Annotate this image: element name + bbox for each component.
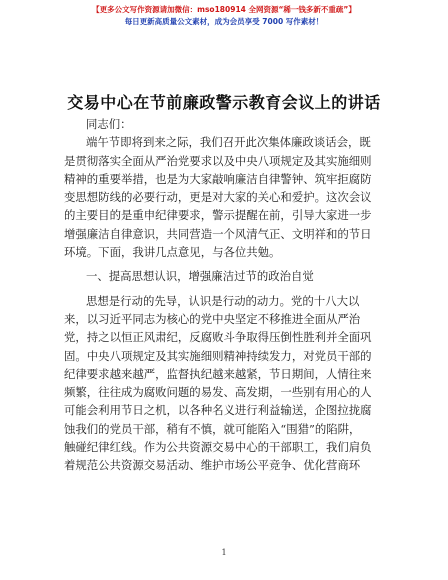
paragraph-line: 来，以习近平同志为核心的党中央坚定不移推进全面从严治 — [64, 311, 361, 326]
promo-banner-line-1[interactable]: 【更多公文写作资源请加微信：mso180914 全网资源“稀一钱多新不重疏”】 — [92, 5, 356, 14]
page-number: 1 — [221, 548, 227, 557]
paragraph-line: 的主要目的是重申纪律要求，警示提醒在前，引导大家进一步 — [64, 208, 372, 223]
paragraph-line: 着规范公共资源交易活动、维护市场公平竞争、优化营商环 — [64, 458, 361, 473]
section-heading-1 — [64, 267, 384, 285]
greeting: 同志们： — [86, 117, 132, 131]
paragraph-line: 固。中央八项规定及其实施细则精神持续发力，对党员干部的 — [64, 348, 372, 363]
section-heading: 一、提高思想认识，增强廉洁过节的政治自觉 — [86, 269, 314, 284]
paragraph-intro — [64, 133, 384, 261]
paragraph-line: 变思想防线的必要行动，更是对大家的关心和爱护。这次会议 — [64, 190, 372, 205]
promo-banner — [0, 4, 448, 28]
paragraph-line: 端午节即将到来之际，我们召开此次集体廉政谈话会，既 — [86, 135, 371, 150]
document-title: 交易中心在节前廉政警示教育会议上的讲话 — [67, 93, 381, 112]
paragraph-line: 可能会利用节日之机，以各种名义进行利益输送，企图拉拢腐 — [64, 403, 372, 418]
paragraph-line: 增强廉洁自律意识，共同营造一个风清气正、文明祥和的节日 — [64, 226, 372, 241]
paragraph-line: 思想是行动的先导，认识是行动的动力。党的十八大以 — [86, 293, 360, 308]
paragraph-line: 环境。下面，我讲几点意见，与各位共勉。 — [64, 245, 281, 260]
paragraph-line: 频繁，往往成为腐败问题的易发、高发期，一些别有用心的人 — [64, 385, 372, 400]
paragraph-line: 纪律要求越来越严，监督执纪越来越紧，节日期间，人情往来 — [64, 366, 372, 381]
paragraph-section-1 — [64, 292, 384, 475]
paragraph-line: 党，持之以恒正风肃纪，反腐败斗争取得压倒性胜利并全面巩 — [64, 330, 372, 345]
paragraph-line: 蚀我们的党员干部，稍有不慎，就可能陷入“围猎”的陷阱， — [64, 421, 361, 436]
paragraph-line: 精神的重要举措，也是为大家敲响廉洁自律警钟、筑牢拒腐防 — [64, 171, 372, 186]
promo-banner-line-2[interactable]: 每日更新高质量公文素材，成为会员享受 7000 写作素材！ — [124, 17, 324, 26]
paragraph-line: 触碰纪律红线。作为公共资源交易中心的干部职工，我们肩负 — [64, 440, 372, 455]
document-body — [64, 114, 384, 475]
paragraph-line: 是贯彻落实全面从严治党要求以及中央八项规定及其实施细则 — [64, 153, 372, 168]
